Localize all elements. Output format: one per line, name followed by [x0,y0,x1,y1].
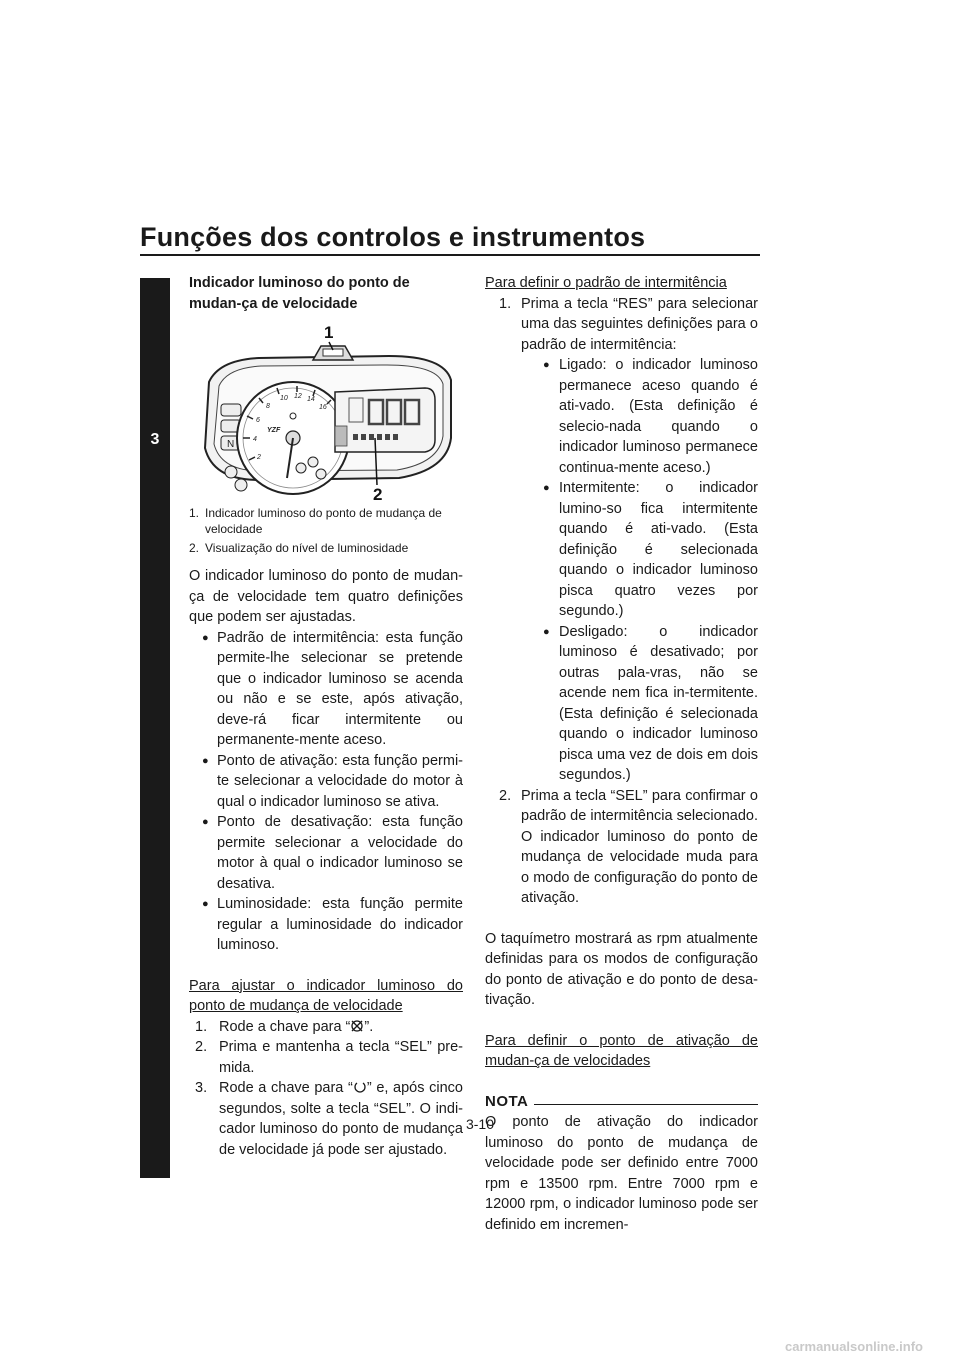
step-number: 2. [499,787,512,804]
caption-text: Visualização do nível de luminosidade [205,541,409,555]
instrument-cluster-figure [189,320,463,505]
list-item: ● Ponto de ativação: esta função permi-te selecionar a velocidade do motor à qual o indicador luminoso se ativa. [189,751,463,813]
key-on-icon [353,1080,367,1094]
list-item: ● Ligado: o indicador luminoso permanece aceso quando é ati-vado. (Esta definição é selecio-nada quando o indicador luminoso permanece continua-mente aceso.) [485,355,758,478]
blink-steps [485,294,758,909]
svg-text:10: 10 [280,395,288,402]
chapter-tab [140,278,170,1178]
svg-text:YZF: YZF [267,427,281,434]
step-number: 2. [195,1039,208,1055]
caption-text: Indicador luminoso do ponto de mudança de velocidade [205,506,442,536]
caption-item [189,505,463,537]
callout-1: 1 [324,323,334,342]
subheading-adjust: Para ajustar o indicador luminoso do ponto de mudança de velocidade [189,977,463,1014]
note-heading [485,1092,758,1113]
intro-paragraph: O indicador luminoso do ponto de mudan-ça de velocidade tem quatro definições que podem ser ajustadas. [189,568,463,625]
blink-options [485,355,758,786]
svg-text:2: 2 [257,454,261,461]
list-item: ● Ponto de desativação: esta função permite selecionar a velocidade do motor à qual o indicador luminoso se desativa. [189,812,463,894]
page-header-title: Funções dos controlos e instrumentos [140,222,646,252]
list-item: ● Padrão de intermitência: esta função permite-lhe selecionar se pretende que o indicador luminoso se acenda ou não e se este, após ativação, deve-rá ficar intermitente ou permanente-mente aceso. [189,628,463,751]
watermark: carmanualsonline.info [785,1339,923,1354]
step-text-after: ”. [364,1018,374,1035]
subheading-blink-pattern: Para definir o padrão de intermitência [485,275,727,291]
svg-text:14: 14 [307,396,315,403]
note-text: O ponto de ativação do indicador luminoso do ponto de mudança de velocidade pode ser definido entre 7000 rpm e 13500 rpm. Entre 7000 rpm e 12000 rpm, o indicador luminoso pode ser definido em incremen- [485,1114,758,1233]
left-column [189,273,463,1160]
step-number: 1. [195,1018,208,1035]
step-text: Prima a tecla “RES” para selecionar uma das seguintes definições para o padrão de intermitência: [521,295,758,353]
step-text-after: ” e, após cinco segundos, solte a tecla “SEL”. O indi-cador luminoso do ponto de mudança de velocidade já pode ser ajustado. [219,1080,463,1158]
step-text: Prima a tecla “SEL” para confirmar o padrão de intermitência selecionado. O indicador luminoso do ponto de mudança de velocidade muda para o modo de configuração do ponto de ativação. [521,787,758,906]
header-rule [140,254,760,256]
page-number: 3-10 [465,1116,495,1132]
step-number: 1. [499,295,512,312]
callout-2: 2 [373,485,383,504]
svg-text:4: 4 [253,436,257,443]
svg-text:8: 8 [266,403,270,410]
list-item [189,1037,463,1078]
caption-number: 1. [189,506,200,520]
list-item [485,786,758,909]
step-text: Prima e mantenha a tecla “SEL” pre-mida. [219,1039,463,1076]
note-label: NOTA [485,1092,529,1110]
key-off-icon [350,1019,364,1033]
list-item: ● Desligado: o indicador luminoso é desativado; por outras pala-vras, não se acende nem fica in-termitente. (Esta definição é selecionada quando o indicador luminoso pisca uma vez de dois em dois segundos.) [485,622,758,786]
svg-text:16: 16 [319,404,327,411]
tachometer-paragraph: O taquímetro mostrará as rpm atualmente definidas para os modos de configuração do ponto de ativação e do ponto de desa-tivação. [485,930,758,1008]
caption-item [189,540,463,556]
caption-number: 2. [189,541,200,555]
settings-list [189,628,463,956]
subheading-activation-point: Para definir o ponto de ativação de mudan-ça de velocidades [485,1032,758,1069]
chapter-number: 3 [150,431,160,448]
list-item [189,1017,463,1038]
adjust-steps [189,1017,463,1161]
step-text-before: Rode a chave para “ [219,1080,353,1096]
instrument-cluster-illustration [189,320,463,505]
list-item [485,294,758,786]
svg-text:12: 12 [294,393,302,400]
figure-captions [189,505,463,556]
right-column [485,273,758,1235]
list-item: ● Intermitente: o indicador lumino-so fica intermitente quando é ati-vado. (Esta definição é selecionada quando o indicador luminoso pisca quatro vezes por segundo.) [485,478,758,622]
note-rule [534,1104,758,1105]
list-item: ● Luminosidade: esta função permite regular a luminosidade do indicador luminoso. [189,894,463,956]
svg-text:6: 6 [256,417,260,424]
step-text-before: Rode a chave para “ [219,1018,351,1035]
svg-text:N: N [227,439,235,450]
step-number: 3. [195,1080,208,1096]
section-heading: Indicador luminoso do ponto de mudan-ça de velocidade [189,275,410,312]
